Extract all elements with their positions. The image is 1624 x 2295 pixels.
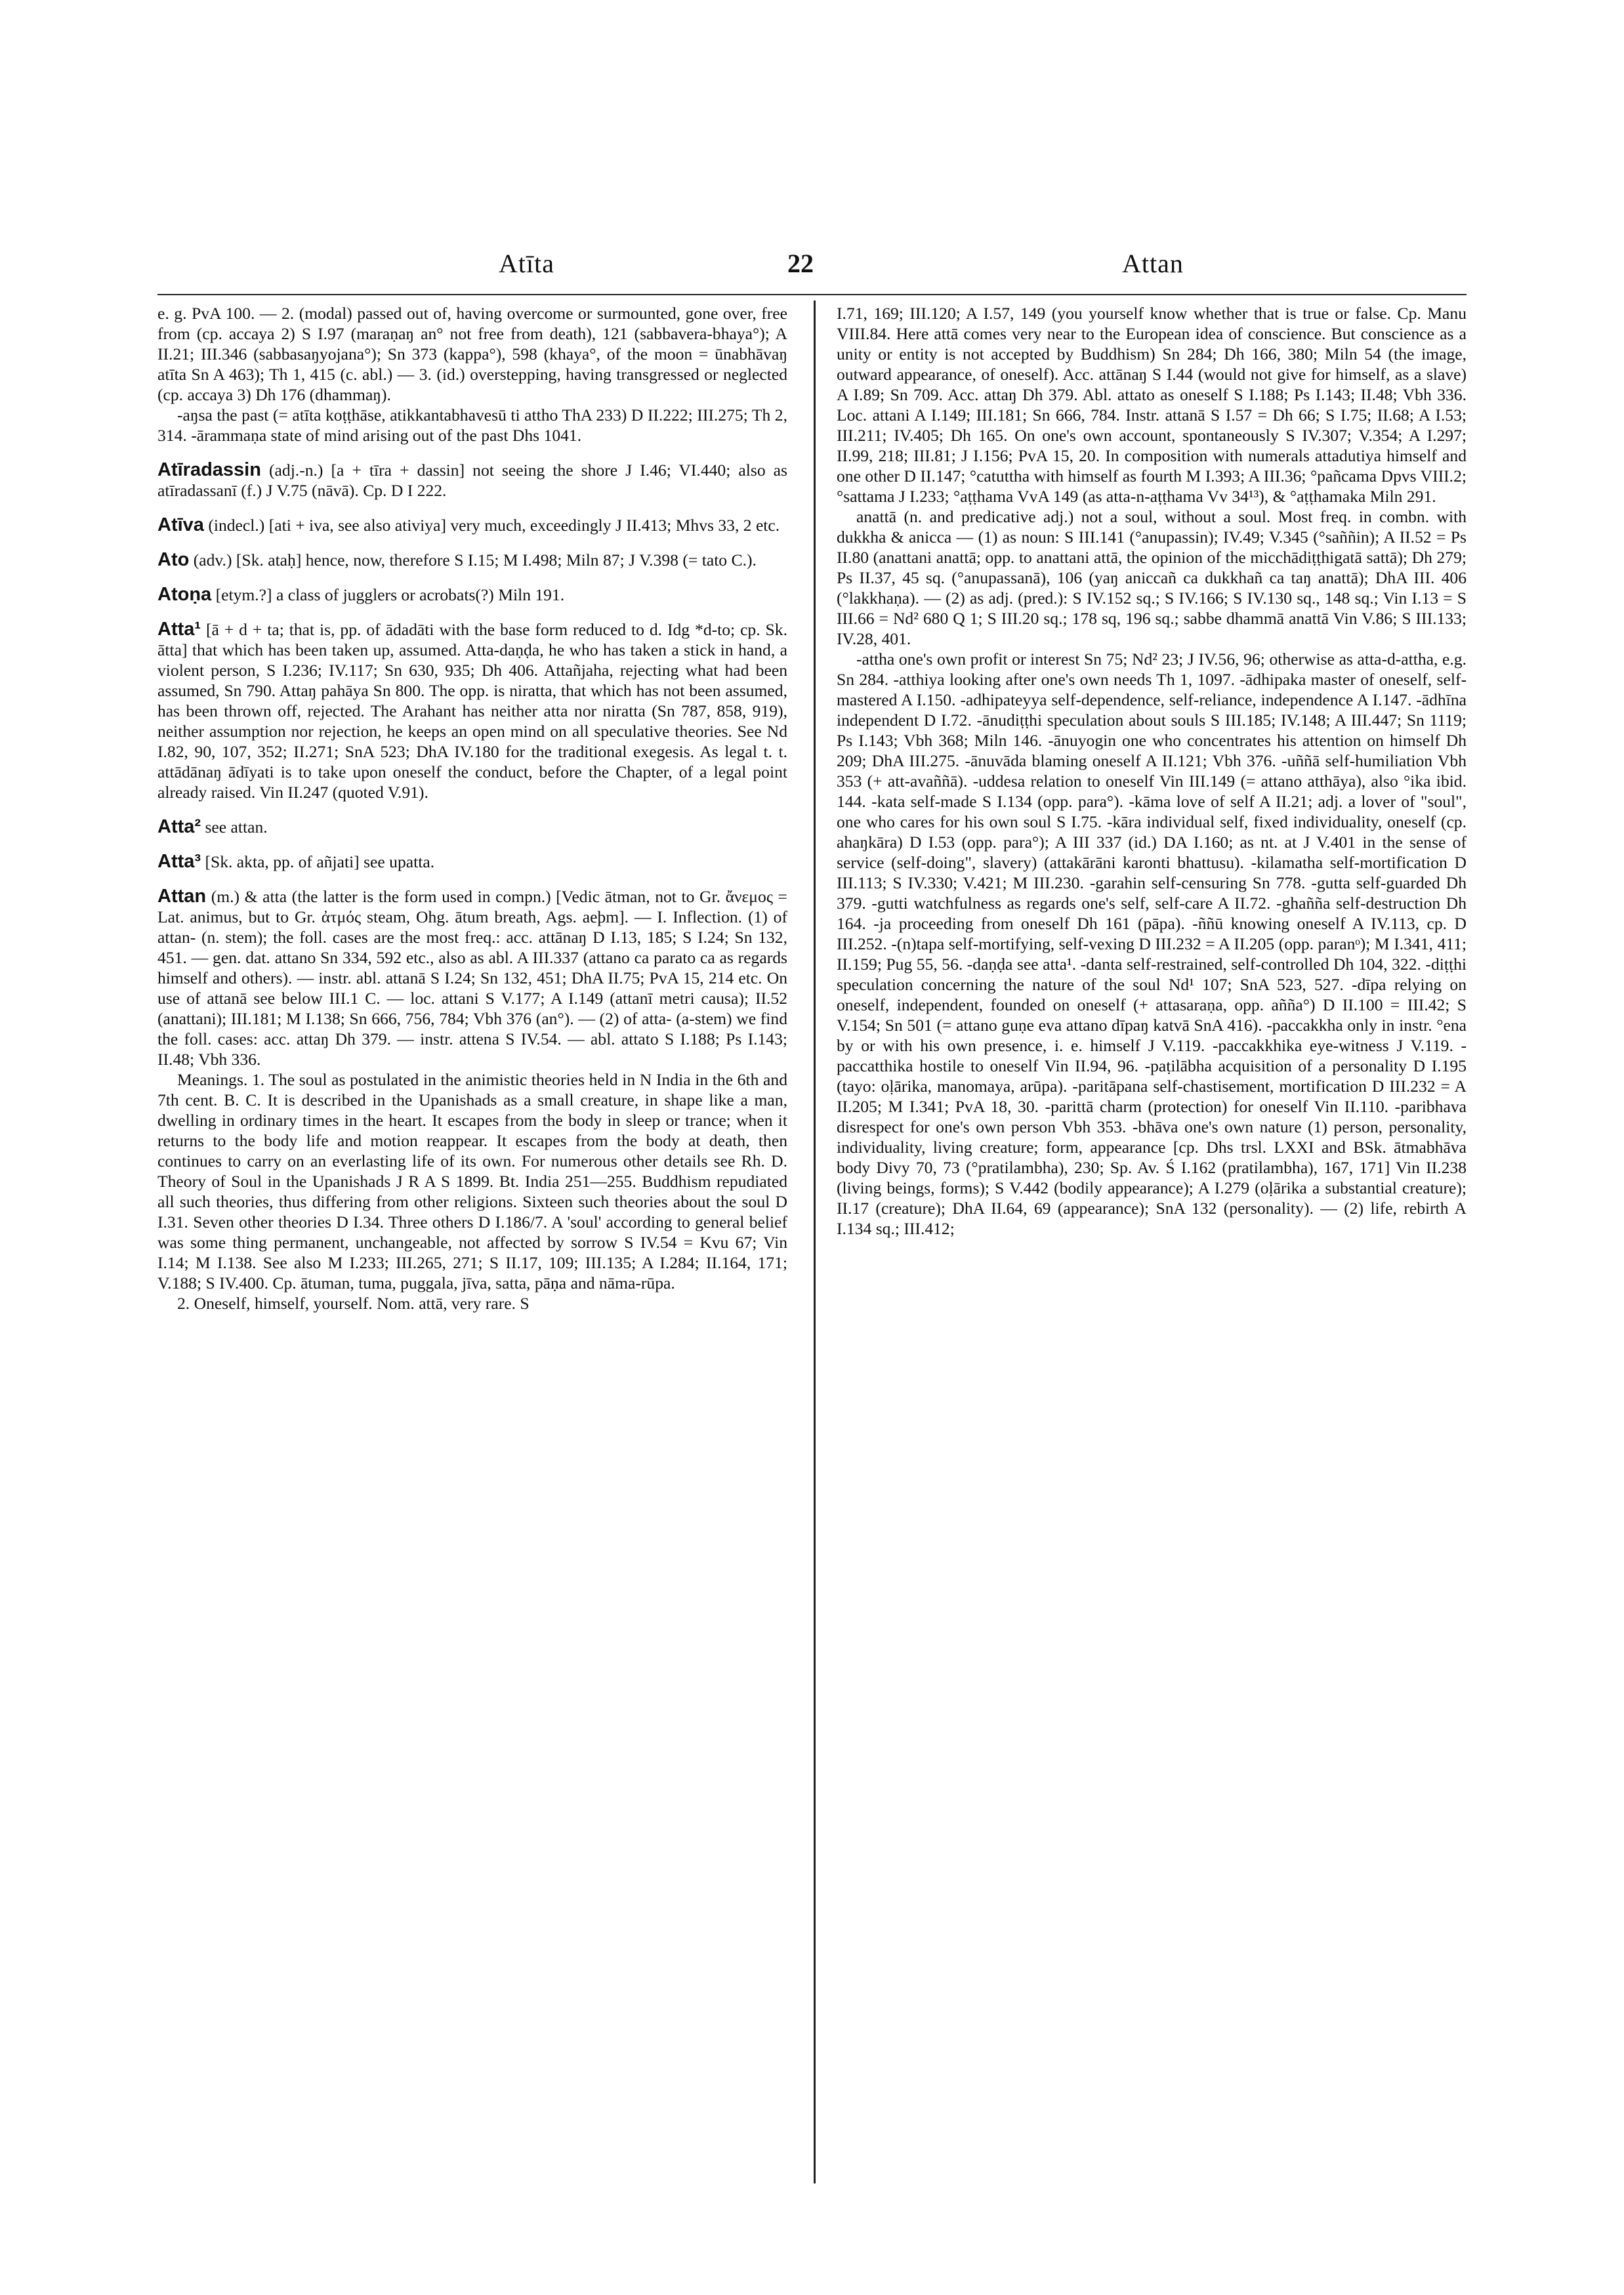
entry-text: e. g. PvA 100. — 2. (modal) passed out of, having overcome or surmounted, gone over, free from (cp. accaya 2) S I.97 (maraṇaŋ an° not free from death), 121 (sabbavera-bhaya°); A II.21; III.346 (sabbasaŋyojana°); Sn 373 (kappa°), 598 (khaya°, of the moon = ūnabhāvaŋ atīta Sn A 463); Th 1, 415 (c. abl.) — 3. (id.) overstepping, having transgressed or neglected (cp. accaya 3) Dh 176 (dhammaŋ). — [157, 304, 787, 404]
right-column — [837, 303, 1467, 1239]
entry-text: see attan. — [201, 817, 268, 837]
entry-atona — [157, 585, 787, 605]
entry-text: Meanings. 1. The soul as postulated in the animistic theories held in N India in the 6th and 7th cent. B. C. It is described in the Upanishads as a small creature, in shape like a man, dwelling in ordinary times in the heart. It escapes from the body in sleep or trance; when it returns to the body life and motion reappear. It escapes from the body at death, then continues to carry on an everlasting life of its own. For numerous other details see Rh. D. Theory of Soul in the Upanishads J R A S 1899. Bt. India 251—255. Buddhism repudiated all such theories, thus differing from other religions. Sixteen such theories about the soul D I.31. Seven other theories D I.34. Three others D I.186/7. A 'soul' according to general belief was some thing permanent, unchangeable, not affected by sorrow S IV.54 = Kvu 67; Vin I.14; M I.138. See also M I.233; III.265, 271; S II.17, 109; III.135; A I.284; II.164, 171; V.188; S IV.400. Cp. ātuman, tuma, puggala, jīva, satta, pāṇa and nāma-rūpa. — [157, 1070, 787, 1292]
entry-anatta — [837, 507, 1467, 649]
headword: Atta³ — [157, 851, 201, 872]
left-running-headword: Atīta — [499, 249, 554, 278]
headword: Atīva — [157, 514, 204, 535]
entry-attan-meanings — [157, 1069, 787, 1293]
headword: Attan — [157, 886, 207, 907]
entry-text: [ā + d + ta; that is, pp. of ādadāti with the base form reduced to d. Idg *d-to; cp. Sk. ātta] that which has been taken up, assumed. Atta-daṇḍa, he who has taken a stick in hand, a violent person, S I.236; IV.117; Sn 630, 935; Dh 406. Attañjaha, rejecting what had been assumed, Sn 790. Attaŋ pahāya Sn 800. The opp. is niratta, that which has not been assumed, has been thrown off, rejected. The Arahant has neither atta nor niratta (Sn 787, 858, 919), neither assumption nor rejection, he keeps an open mind on all speculative theories. See Nd I.82, 90, 107, 352; II.271; SnA 523; DhA IV.180 for the traditional exegesis. As legal t. t. attādānaŋ ādīyati is to take upon oneself the conduct, before the Chapter, of a legal point already raised. Vin II.247 (quoted V.91). — [157, 620, 787, 802]
entry-text: [Sk. akta, pp. of añjati] see upatta. — [201, 852, 435, 871]
entry-atita-continued — [157, 303, 787, 405]
entry-atta-3 — [157, 852, 787, 872]
headword: Atīradassin — [157, 459, 261, 480]
entry-text: -attha one's own profit or interest Sn 75; Nd² 23; J IV.56, 96; otherwise as atta-d-attha, e.g. Sn 284. -atthiya looking after one's own needs Th 1, 1097. -ādhipaka master of oneself, self-mastered A I.150. -adhipateyya self-dependence, self-reliance, independence A I.147. -ādhīna independent D I.72. -ānudiṭṭhi speculation about souls S III.185; IV.148; A III.447; Sn 1119; Ps I.143; Vbh 368; Miln 146. -ānuyogin one who concentrates his attention on himself Dh 209; DhA III.275. -ānuvāda blaming oneself A II.121; Vbh 376. -uññā self-humiliation Vbh 353 (+ att-avaññā). -uddesa relation to oneself Vin III.149 (= attano atthāya), also °ika ibid. 144. -kata self-made S I.134 (opp. para°). -kāma love of self A II.21; adj. a lover of "soul", one who cares for his own soul S I.75. -kāra individual self, fixed individuality, oneself (cp. ahaŋkāra) D I.53 (opp. para°); A III 337 (id.) DA I.160; as nt. at J V.401 in the sense of service (self-doing", slavery) (attakārāni karonti bhattusu). -kilamatha self-mortification D III.113; S IV.330; V.421; M III.230. -garahin self-censuring Sn 778. -gutta self-guarded Dh 379. -gutti watchfulness as regards one's self, self-care A II.72. -ghañña self-destruction Dh 164. -ja proceeding from oneself Dh 161 (pāpa). -ññū knowing oneself A IV.113, cp. D III.252. -(n)tapa self-mortifying, self-vexing D III.232 = A II.205 (opp. paranᵒ); M I.341, 411; II.159; Pug 55, 56. -daṇḍa see atta¹. -danta self-restrained, self-controlled Dh 104, 322. -diṭṭhi speculation concerning the nature of the soul Nd¹ 107; SnA 523, 527. -dīpa relying on oneself, independent, founded on oneself (+ attasaraṇa, opp. añña°) D II.100 = III.42; S V.154; Sn 501 (= attano guṇe eva attano dīpaŋ katvā SnA 416). -paccakkha only in instr. °ena by or with his own presence, i. e. himself J V.119. -paccakkhika eye-witness J V.119. -paccatthika hostile to oneself Vin II.94, 96. -paṭilābha acquisition of a personality D I.195 (tayo: oḷārika, manomaya, arūpa). -paritāpana self-chastisement, mortification D III.232 = A II.205; M I.341; PvA 18, 30. -parittā charm (protection) for oneself Vin II.110. -paribhava disrespect for one's own person Vbh 353. -bhāva one's own nature (1) person, personality, individuality, living creature; form, appearance [cp. Dhs trsl. LXXI and BSk. ātmabhāva body Divy 70, 73 (°pratilambha), 230; Sp. Av. Ś I.162 (pratilambha), 167, 171] Vin II.238 (living beings, forms); S V.442 (bodily appearance); A I.279 (oḷārika a substantial creature); II.17 (creature); DhA II.64, 69 (appearance); SnA 132 (personality). — (2) life, rebirth A I.134 sq.; III.412; — [837, 650, 1467, 1238]
header-rule — [157, 294, 1467, 295]
right-running-headword: Attan — [1122, 249, 1184, 278]
entry-atta-1 — [157, 619, 787, 802]
entry-attan-continued — [837, 303, 1467, 507]
entry-attan — [157, 886, 787, 1069]
entry-attan-oneself — [157, 1293, 787, 1313]
entry-text: anattā (n. and predicative adj.) not a soul, without a soul. Most freq. in combn. with dukkha & anicca — (1) as noun: S III.141 (°anupassin); IV.49; V.345 (°saññin); A II.52 = Ps II.80 (anattani anattā; opp. to anattani attā, the opinion of the micchādiṭṭhigatā sattā); Dh 279; Ps II.37, 45 sq. (°anupassanā), 106 (yaŋ aniccañ ca dukkhañ ca taŋ anattā); DhA III. 406 (°lakkhaṇa). — (2) as adj. (pred.): S IV.152 sq.; S IV.166; S IV.130 sq., 148 sq.; Vin I.13 = S III.66 = Nd² 680 Q 1; S III.20 sq.; 178 sq, 196 sq.; sabbe dhammā anattā Vin V.86; S III.133; IV.28, 401. — [837, 507, 1467, 648]
entry-text: [etym.?] a class of jugglers or acrobats(?) Miln 191. — [211, 585, 565, 604]
headword: Atoṇa — [157, 584, 212, 605]
column-divider — [814, 300, 816, 2183]
entry-ato — [157, 550, 787, 570]
entry-text: 2. Oneself, himself, yourself. Nom. attā, very rare. S — [177, 1294, 530, 1313]
entry-attan-compounds — [837, 649, 1467, 1239]
entry-text: (indecl.) [ati + iva, see also ativiya] very much, exceedingly J II.413; Mhvs 33, 2 etc. — [203, 516, 780, 535]
entry-atiradassin — [157, 460, 787, 501]
entry-atta-2 — [157, 817, 787, 837]
entry-text: I.71, 169; III.120; A I.57, 149 (you yourself know whether that is true or false. Cp. Manu VIII.84. Here attā comes very near to the European idea of conscience. But conscience as a unity or entity is not accepted by Buddhism) Sn 284; Dh 166, 380; Miln 54 (the image, outward appearance, of oneself). Acc. attānaŋ S I.44 (would not give for himself, as a slave) A I.89; Sn 709. Acc. attaŋ Dh 379. Abl. attato as oneself S I.188; Ps I.143; II.48; Vbh 336. Loc. attani A I.149; III.181; Sn 666, 784. Instr. attanā S I.57 = Dh 66; S I.75; II.68; A I.53; III.211; IV.405; Dh 165. On one's own account, spontaneously S IV.307; V.354; A I.297; II.99, 218; III.81; J I.156; PvA 15, 20. In composition with numerals attadutiya himself and one other D II.147; °catuttha with himself as fourth M I.393; A III.36; °pañcama Dpvs VIII.2; °sattama J I.233; °aṭṭhama VvA 149 (as atta-n-aṭṭhama Vv 34¹³), & °aṭṭhamaka Miln 291. — [837, 304, 1467, 506]
entry-text: -aŋsa the past (= atīta koṭṭhāse, atikkantabhavesū ti attho ThA 233) D II.222; III.275; Th 2, 314. -ārammaṇa state of mind arising out of the past Dhs 1041. — [157, 405, 787, 445]
headword: Atta¹ — [157, 619, 201, 640]
entry-text: (m.) & atta (the latter is the form used in compn.) [Vedic ātman, not to Gr. ἄνεμος = Lat. animus, but to Gr. ἀτμός steam, Ohg. ātum breath, Ags. aeþm]. — I. Inflection. (1) of attan- (n. stem); the foll. cases are the most freq.: acc. attānaŋ D I.13, 185; S I.24; Sn 132, 451. — gen. dat. attano Sn 334, 592 etc., also as abl. A III.337 (attano ca parato ca as regards himself and others). — instr. abl. attanā S I.24; Sn 132, 451; DhA II.75; PvA 15, 214 etc. On use of attanā see below III.1 C. — loc. attani S V.177; A I.149 (attanī metri causa); II.52 (anattani); III.181; M I.138; Sn 666, 756, 784; Vbh 376 (an°). — (2) of atta- (a-stem) we find the foll. cases: acc. attaŋ Dh 379. — instr. attena S IV.54. — abl. attato S I.188; Ps I.143; II.48; Vbh 336. — [157, 887, 787, 1069]
left-column — [157, 303, 787, 1313]
page-number: 22 — [787, 249, 814, 278]
entry-text: (adv.) [Sk. ataḥ] hence, now, therefore S I.15; M I.498; Miln 87; J V.398 (= tato C.). — [189, 550, 757, 569]
entry-atita-compounds — [157, 405, 787, 445]
headword: Atta² — [157, 816, 201, 837]
headword: Ato — [157, 549, 190, 570]
page-header — [157, 248, 1463, 287]
entry-text: (adj.-n.) [a + tīra + dassin] not seeing the shore J I.46; VI.440; also as atīradassanī (f.) J V.75 (nāvā). Cp. D I 222. — [157, 461, 787, 500]
entry-ativa — [157, 515, 787, 535]
